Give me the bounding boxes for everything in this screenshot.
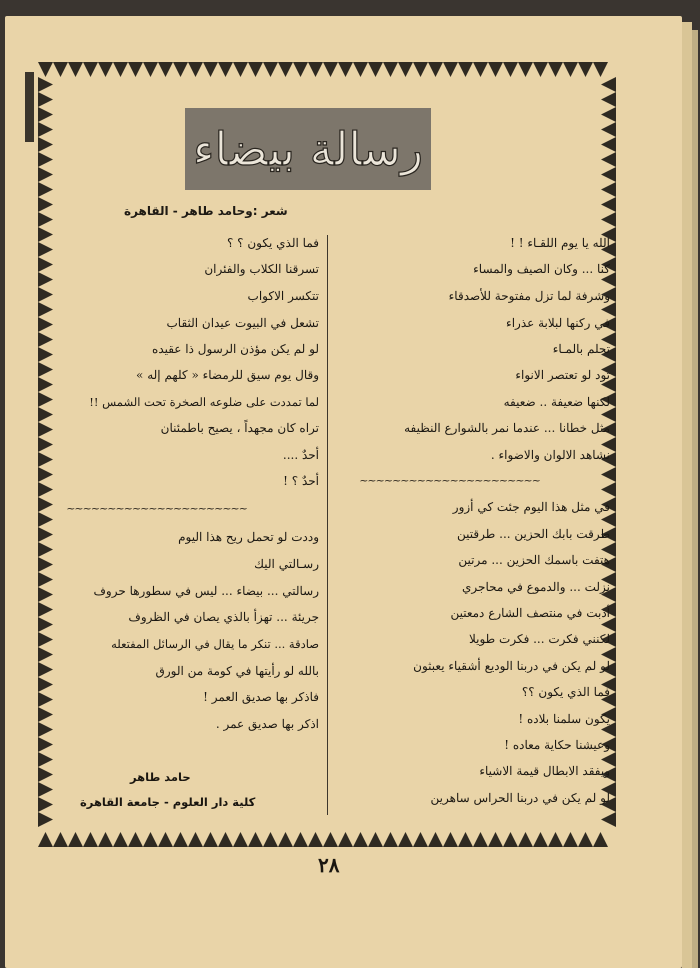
byline: شعر :وحامد طاهر - القاهرة (124, 204, 288, 218)
verse-line: كنا ... وكان الصيف والمساء (473, 262, 610, 276)
border-triangle (38, 527, 53, 542)
border-triangle (38, 737, 53, 752)
verse-line: أذبت في منتصف الشارع دمعتين (450, 606, 610, 620)
verse-line: لكنها ضعيفة .. ضعيفه (503, 395, 610, 409)
border-triangle (38, 767, 53, 782)
corner-mark (25, 72, 34, 142)
verse-line: جريئة ... تهزأ بالذي يصان في الظروف (128, 610, 319, 624)
border-triangle (38, 467, 53, 482)
verse-line: أحدٌ .... (282, 448, 319, 462)
verse-line: أحدٌ ؟ ! (283, 474, 319, 488)
border-triangle (38, 677, 53, 692)
border-triangle (38, 182, 53, 197)
border-triangle (38, 692, 53, 707)
verse-line: لو لم يكن في دربنا الوديع أشقياء يعبثون (413, 659, 610, 673)
poem-title: رسالة بيضاء (192, 122, 424, 176)
border-triangle (38, 752, 53, 767)
verse-line: نزلت ... والدموع في محاجري (462, 580, 610, 594)
border-triangle (38, 107, 53, 122)
verse-line: يكون سلمنا بلاده ! (518, 712, 610, 726)
border-triangle (38, 722, 53, 737)
border-triangle (38, 257, 53, 272)
verse-line: طرقت بابك الحزين ... طرقتين (457, 527, 610, 541)
border-triangle (38, 197, 53, 212)
border-triangle (38, 707, 53, 722)
verse-line: رسـالتي اليك (254, 557, 319, 571)
border-triangle (38, 512, 53, 527)
verse-line: تشعل في البيوت عيدان الثقاب (166, 316, 319, 330)
border-triangle (38, 662, 53, 677)
border-triangle (38, 377, 53, 392)
border-triangle (38, 587, 53, 602)
border-triangle (38, 227, 53, 242)
border-triangle (38, 557, 53, 572)
border-triangle (38, 167, 53, 182)
border-triangle (38, 92, 53, 107)
border-triangle (38, 422, 53, 437)
section-separator: ~~~~~~~~~~~~~~~~~~~~~~ (66, 502, 247, 515)
border-triangle (38, 392, 53, 407)
verse-line: في مثل هذا اليوم جئت كي أزور (452, 500, 610, 514)
border-triangle (38, 332, 53, 347)
verse-line: بالله لو رأيتها في كومة من الورق (155, 664, 319, 678)
border-triangle (38, 832, 53, 847)
border-triangle (38, 122, 53, 137)
verse-line: ويفقد الابطال قيمة الاشياء (479, 764, 610, 778)
border-triangle (38, 347, 53, 362)
border-triangle (38, 797, 53, 812)
border-triangle (38, 77, 53, 92)
border-triangle (38, 497, 53, 512)
verse-line: الله يا يوم اللقـاء ! ! (510, 236, 610, 250)
verse-line: تحلم بالمـاء (552, 342, 610, 356)
border-triangle (323, 832, 338, 847)
page-edge (682, 22, 692, 968)
verse-line: وقال يوم سيق للرمضاء « كلهم إله » (136, 368, 319, 382)
border-triangle (323, 62, 338, 77)
border-triangle (38, 572, 53, 587)
border-triangle (38, 812, 53, 827)
border-triangle (38, 272, 53, 287)
page-edge (692, 30, 698, 968)
border-triangle (38, 602, 53, 617)
verse-line: فما الذي يكون ؟؟ (521, 685, 610, 699)
verse-line: فاذكر بها صديق العمر ! (203, 690, 319, 704)
border-triangle (38, 242, 53, 257)
border-triangle (38, 287, 53, 302)
border-triangle (38, 62, 53, 77)
verse-line: فما الذي يكون ؟ ؟ (227, 236, 319, 250)
verse-line: تسرقنا الكلاب والفئران (204, 262, 319, 276)
border-triangle (38, 632, 53, 647)
verse-line: اذكر بها صديق عمر . (215, 717, 319, 731)
border-triangle (38, 482, 53, 497)
verse-line: تود لو تعتصر الانواء (515, 368, 610, 382)
verse-line: وددت لو تحمل ريح هذا اليوم (178, 530, 319, 544)
verse-line: لما تمددت على ضلوعه الصخرة تحت الشمس !! (89, 395, 319, 409)
right-column (340, 0, 610, 968)
column-divider (327, 235, 328, 815)
verse-line: رسالتي ... بيضاء ... ليس في سطورها حروف (93, 584, 319, 598)
border-triangle (38, 542, 53, 557)
page-number: ٢٨ (318, 853, 340, 877)
verse-line: في ركنها لبلابة عذراء (506, 316, 610, 330)
author-affiliation: كلية دار العلوم - جامعة القاهرة (80, 795, 256, 809)
verse-line: تراه كان مجهداً ، يصيح باطمئنان (160, 421, 319, 435)
border-triangle (38, 437, 53, 452)
verse-line: لو لم يكن في دربنا الحراس ساهرين (430, 791, 610, 805)
border-triangle (38, 137, 53, 152)
verse-line: مثل خطانا ... عندما نمر بالشوارع النظيفه (404, 421, 610, 435)
left-column (56, 0, 319, 968)
border-triangle (38, 152, 53, 167)
border-triangle (38, 362, 53, 377)
border-triangle (38, 782, 53, 797)
verse-line: نشاهد الالوان والاضواء . (490, 448, 610, 462)
verse-line: هتفت باسمك الحزين ... مرتين (458, 553, 610, 567)
author-name: حامد طاهر (130, 770, 191, 784)
verse-line: وعيشنا حكاية معاده ! (504, 738, 610, 752)
border-triangle (38, 407, 53, 422)
border-triangle (38, 452, 53, 467)
verse-line: لكنني فكرت ... فكرت طويلا (468, 632, 610, 646)
verse-line: لو لم يكن مؤذن الرسول ذا عقيده (152, 342, 319, 356)
border-triangle (38, 647, 53, 662)
border-triangle (38, 302, 53, 317)
verse-line: تتكسر الاكواب (247, 289, 319, 303)
verse-line: وشرفة لما تزل مفتوحة للأصدقاء (448, 289, 610, 303)
border-triangle (38, 317, 53, 332)
border-triangle (38, 617, 53, 632)
section-separator: ~~~~~~~~~~~~~~~~~~~~~~ (359, 474, 540, 487)
border-triangle (38, 212, 53, 227)
verse-line: صادقة ... تنكر ما يقال في الرسائل المفتعله (111, 637, 319, 651)
